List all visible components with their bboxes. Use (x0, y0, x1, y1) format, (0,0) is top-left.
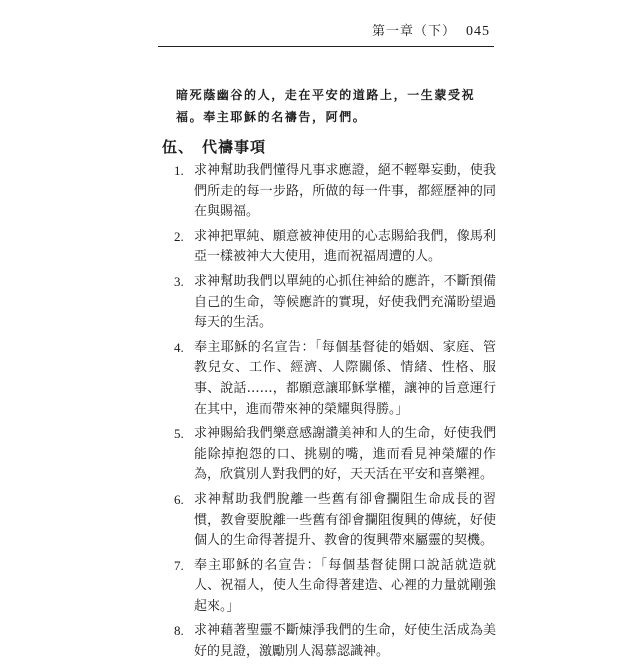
item-number: 6. (174, 491, 184, 507)
list-item (174, 338, 496, 420)
item-text: 奉主耶穌的名宣告：「每個基督徒的婚姻、家庭、管教兒女、工作、經濟、人際關係、情緒、性格、服事、說話……，都願意讓耶穌掌權，讓神的旨意運行在其中，進而帶來神的榮耀與得勝。」 (194, 339, 496, 417)
item-text: 奉主耶穌的名宣告：「每個基督徒開口說話就造就人、祝福人，使人生命得著建造、心裡的力量就剛強起來。」 (194, 557, 496, 614)
prayer-items-list (174, 161, 496, 667)
item-number: 3. (174, 273, 184, 289)
item-number: 7. (174, 557, 184, 573)
item-number: 8. (174, 623, 184, 639)
header-rule (158, 46, 494, 47)
list-item (174, 161, 496, 223)
item-text: 求神藉著聖靈不斷煉淨我們的生命，好使生活成為美好的見證，激勵別人渴慕認識神。 (194, 623, 496, 660)
list-item (174, 490, 496, 552)
item-text: 求神賜給我們樂意感謝讚美神和人的生命，好使我們能除掉抱怨的口、挑剔的嘴，進而看見神榮耀的作為，欣賞別人對我們的好，天天活在平安和喜樂裡。 (194, 426, 496, 483)
section-heading (162, 136, 266, 157)
item-text: 求神把單純、願意被神使用的心志賜給我們，像馬利亞一樣被神大大使用，進而祝福周遭的人。 (194, 228, 496, 265)
list-item (174, 621, 496, 662)
item-number: 4. (174, 339, 184, 355)
section-title: 代禱事項 (202, 138, 267, 156)
item-text: 求神幫助我們懂得凡事求應證，絕不輕舉妄動，使我們所走的每一步路，所做的每一件事，都經歷神的同在與賜福。 (194, 163, 496, 220)
item-text: 求神幫助我們脫離一些舊有卻會攔阻生命成長的習慣，教會要脫離一些舊有卻會攔阻復興的傳統，好使個人的生命得著提升、教會的復興帶來屬靈的契機。 (194, 491, 496, 549)
item-text: 求神幫助我們以單純的心抓住神給的應許，不斷預備自己的生命，等候應許的實現，好使我們充滿盼望過每天的生活。 (194, 273, 496, 331)
list-item (174, 556, 496, 618)
item-number: 2. (174, 228, 184, 244)
list-item (174, 424, 496, 486)
item-number: 1. (174, 163, 184, 178)
page-number: 045 (466, 24, 490, 39)
running-header (372, 20, 490, 40)
item-number: 5. (174, 426, 184, 442)
section-number: 伍、 (162, 138, 195, 156)
chapter-title: 第一章（下） (371, 24, 456, 39)
list-item (174, 227, 496, 268)
prayer-paragraph: 暗死蔭幽谷的人，走在平安的道路上，一生蒙受祝福。奉主耶穌的名禱告，阿們。 (176, 88, 476, 124)
list-item (174, 272, 496, 334)
